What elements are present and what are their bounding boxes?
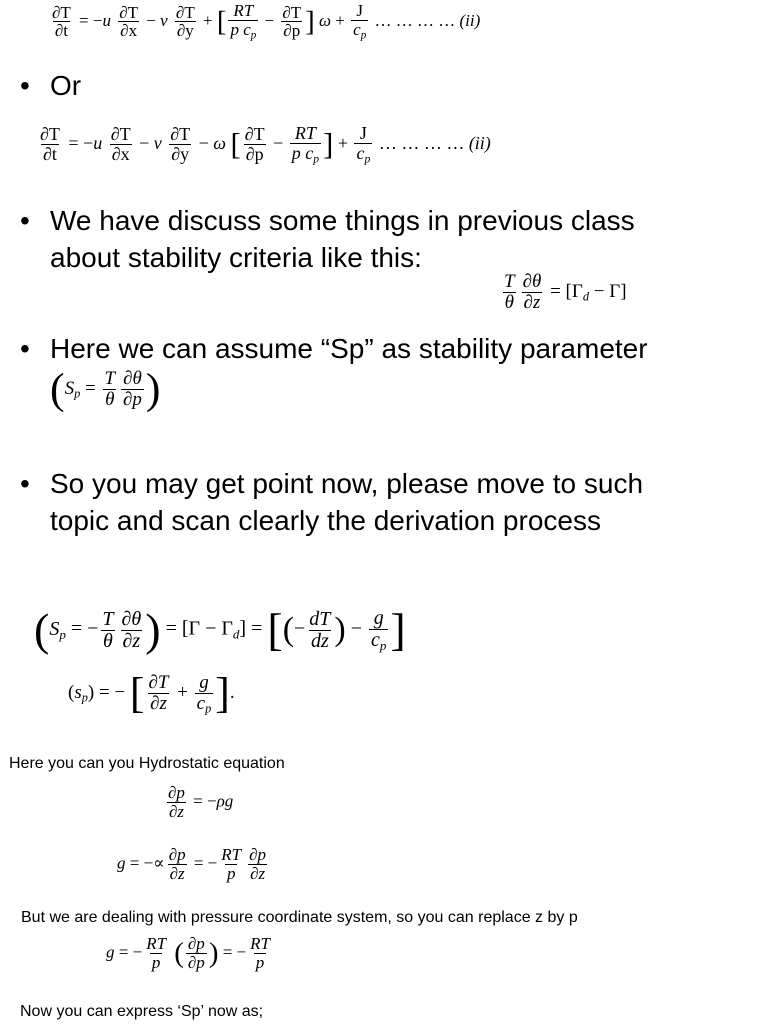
bullet-dot: • bbox=[20, 70, 30, 101]
bullet-discuss bbox=[0, 202, 768, 276]
equation-label: (ii) bbox=[468, 132, 491, 153]
bullet-point bbox=[0, 465, 768, 539]
bullet-text-or: Or bbox=[50, 70, 82, 101]
bullet-text-discuss-2: about stability criteria like this: bbox=[50, 242, 422, 273]
equation-thermo-2: $\frac{\partial T}{\partial t}$ = −u $\frac{\partial T}{\partial x}$ − v $\frac{\partial T}{\partial y}$ − ω [ $\frac{\partial T}{\partial p}$ − $\frac{RT}{p c_p}$ ] + $\frac{J}{c_p}$ … … … … (ii) bbox=[40, 123, 491, 166]
equation-g-pressure: g = − $\frac{RT}{p}$ ( $\frac{\partial p}{\partial p}$ ) = − $\frac{RT}{p}$ bbox=[106, 934, 270, 972]
text-hydrostatic: Here you can you Hydrostatic equation bbox=[9, 755, 285, 772]
equation-thermo-1: $\frac{\partial T}{\partial t}$ = −u $\frac{\partial T}{\partial x}$ − v $\frac{\partial T}{\partial y}$ + [ $\frac{RT}{p c_p}$ − $\frac{\partial T}{\partial p}$ ] ω + $\frac{J}{c_p}$ … … … … (ii) bbox=[52, 1, 481, 42]
equation-sp-derivation-2: $(s_p)$ = − [ $\frac{\partial T}{\partial z}$ + $\frac{g}{c_p}$ ]. bbox=[68, 669, 235, 717]
bullet-text-discuss-1: We have discuss some things in previous class bbox=[50, 205, 635, 236]
bullet-text-point-2: topic and scan clearly the derivation process bbox=[50, 505, 601, 536]
equation-sp-derivation-1: ($S_p$ = − $\frac{T}{\theta}$ $\frac{\partial\theta}{\partial z}$ ) = $[\Gamma - \Gamma_d]$ = [(− $\frac{dT}{dz}$ ) − $\frac{g}{c_p}$ ] bbox=[34, 604, 406, 655]
equation-sp-definition: ($S_p$ = $\frac{T}{\theta}$ $\frac{\partial\theta}{\partial p}$ ) bbox=[50, 365, 161, 413]
bullet-text-point-1: So you may get point now, please move to such bbox=[50, 468, 644, 499]
bullet-text-sp: Here we can assume “Sp” as stability parameter bbox=[50, 333, 648, 364]
text-pressure-coordinate: But we are dealing with pressure coordinate system, so you can replace z by p bbox=[21, 909, 578, 926]
bullet-dot: • bbox=[20, 468, 30, 499]
text-express-sp: Now you can express ‘Sp’ now as; bbox=[20, 1003, 264, 1020]
bullet-dot: • bbox=[20, 333, 30, 364]
equation-hydrostatic: $\frac{\partial p}{\partial z}$ = −ρg bbox=[168, 783, 234, 821]
frac-dT-dt: $\frac{\partial T}{\partial t}$ bbox=[52, 2, 71, 41]
equation-stability-criteria: $\frac{T}{\theta}$ $\frac{\partial\theta}{\partial z}$ = $[\Gamma_d - \Gamma]$ bbox=[504, 271, 627, 313]
bullet-dot: • bbox=[20, 205, 30, 236]
bullet-or bbox=[0, 67, 768, 104]
equation-label: (ii) bbox=[459, 10, 481, 30]
equation-g: g = −∝ $\frac{\partial p}{\partial z}$ = − $\frac{RT}{p}$ $\frac{\partial p}{\partial z}$ bbox=[117, 845, 267, 883]
bullet-sp bbox=[0, 330, 768, 367]
